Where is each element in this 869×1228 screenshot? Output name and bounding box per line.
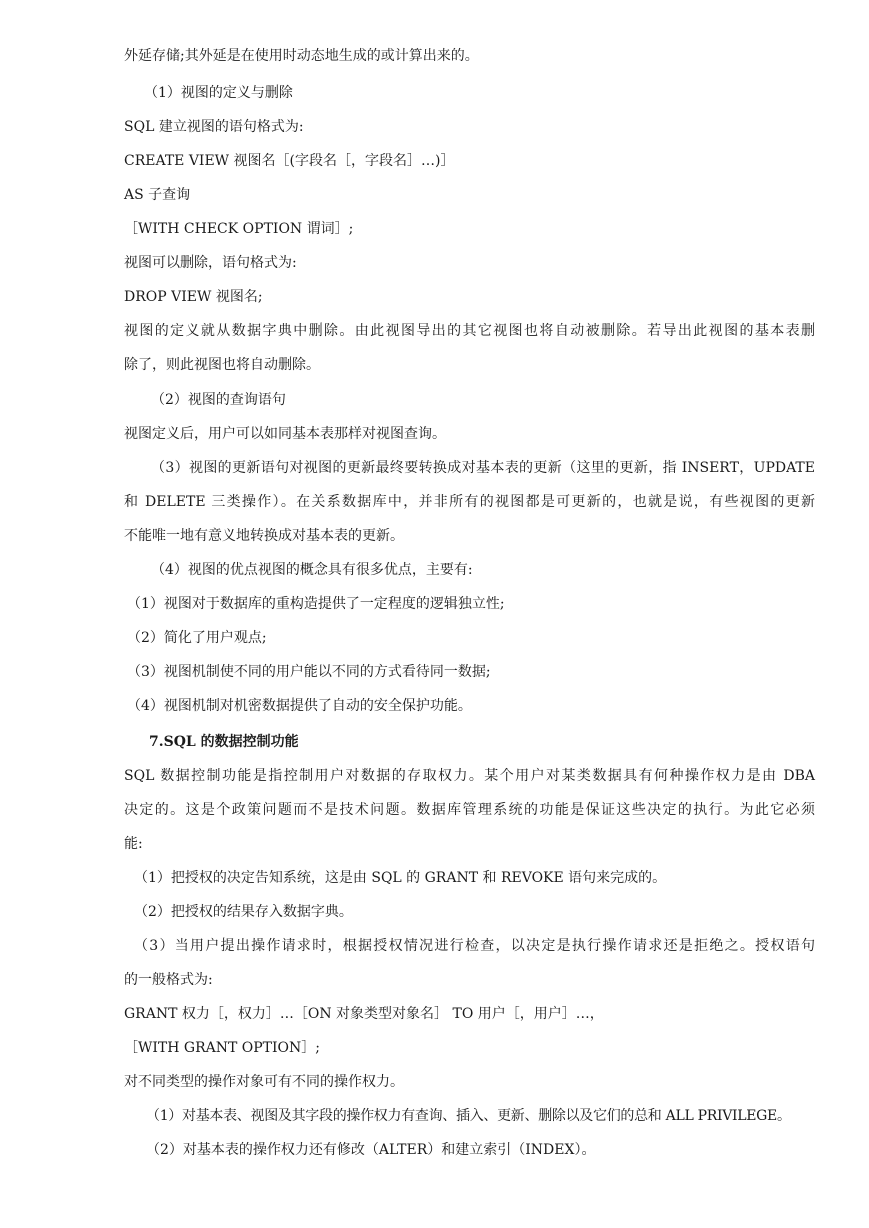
code-line: AS 子查询	[124, 187, 191, 203]
list-item: （1）对基本表、视图及其字段的操作权力有查询、插入、更新、删除以及它们的总和 ALL PRIVILEGE。	[146, 1108, 791, 1124]
list-item: （2）对基本表的操作权力还有修改（ALTER）和建立索引（INDEX）。	[146, 1142, 596, 1158]
list-item: （3）视图机制使不同的用户能以不同的方式看待同一数据;	[127, 664, 491, 680]
paragraph-line: 视图的定义就从数据字典中删除。由此视图导出的其它视图也将自动被删除。若导出此视图的基本表删	[124, 323, 815, 339]
list-item: （3）当用户提出操作请求时，根据授权情况进行检查，以决定是执行操作请求还是拒绝之。授权语句	[134, 938, 815, 954]
paragraph-line: 决定的。这是个政策问题而不是技术问题。数据库管理系统的功能是保证这些决定的执行。为此它必须	[124, 802, 815, 818]
code-line: GRANT 权力［，权力］…［ON 对象类型对象名］ TO 用户［，用户］…，	[124, 1006, 604, 1022]
paragraph-line: 的一般格式为:	[124, 972, 213, 988]
list-item: （2）简化了用户观点;	[127, 630, 267, 646]
list-item: （2）把授权的结果存入数据字典。	[134, 904, 353, 920]
paragraph-line: 视图定义后，用户可以如同基本表那样对视图查询。	[124, 426, 446, 442]
paragraph-line: SQL 建立视图的语句格式为:	[124, 119, 304, 135]
paragraph-line: 不能唯一地有意义地转换成对基本表的更新。	[124, 528, 404, 544]
paragraph-line: 除了，则此视图也将自动删除。	[124, 357, 320, 373]
paragraph-line: SQL 数据控制功能是指控制用户对数据的存取权力。某个用户对某类数据具有何种操作权力是由 DBA	[124, 768, 815, 784]
paragraph-line: 视图可以删除，语句格式为:	[124, 255, 297, 271]
list-item: （1）视图对于数据库的重构造提供了一定程度的逻辑独立性;	[127, 596, 505, 612]
paragraph-line: 能:	[124, 836, 143, 852]
section-heading: 7.SQL 的数据控制功能	[149, 734, 299, 750]
code-line: ［WITH GRANT OPTION］;	[124, 1040, 320, 1056]
subsection-heading: （1）视图的定义与删除	[144, 85, 293, 101]
list-item: （1）把授权的决定告知系统，这是由 SQL 的 GRANT 和 REVOKE 语句来完成的。	[134, 870, 667, 886]
code-line: ［WITH CHECK OPTION 谓词］;	[124, 221, 354, 237]
code-line: DROP VIEW 视图名;	[124, 289, 263, 305]
list-item: （4）视图机制对机密数据提供了自动的安全保护功能。	[127, 698, 472, 714]
paragraph-line: 外延存储;其外延是在使用时动态地生成的或计算出来的。	[124, 48, 479, 64]
paragraph-line: 对不同类型的操作对象可有不同的操作权力。	[124, 1074, 404, 1090]
paragraph-line: 和 DELETE 三类操作）。在关系数据库中，并非所有的视图都是可更新的，也就是说，有些视图的更新	[124, 494, 815, 510]
subsection-heading: （4）视图的优点视图的概念具有很多优点，主要有:	[151, 562, 473, 578]
code-line: CREATE VIEW 视图名［(字段名［，字段名］…)］	[124, 153, 455, 169]
paragraph-line: （3）视图的更新语句对视图的更新最终要转换成对基本表的更新（这里的更新，指 INSERT，UPDATE	[151, 460, 815, 476]
subsection-heading: （2）视图的查询语句	[151, 392, 286, 408]
